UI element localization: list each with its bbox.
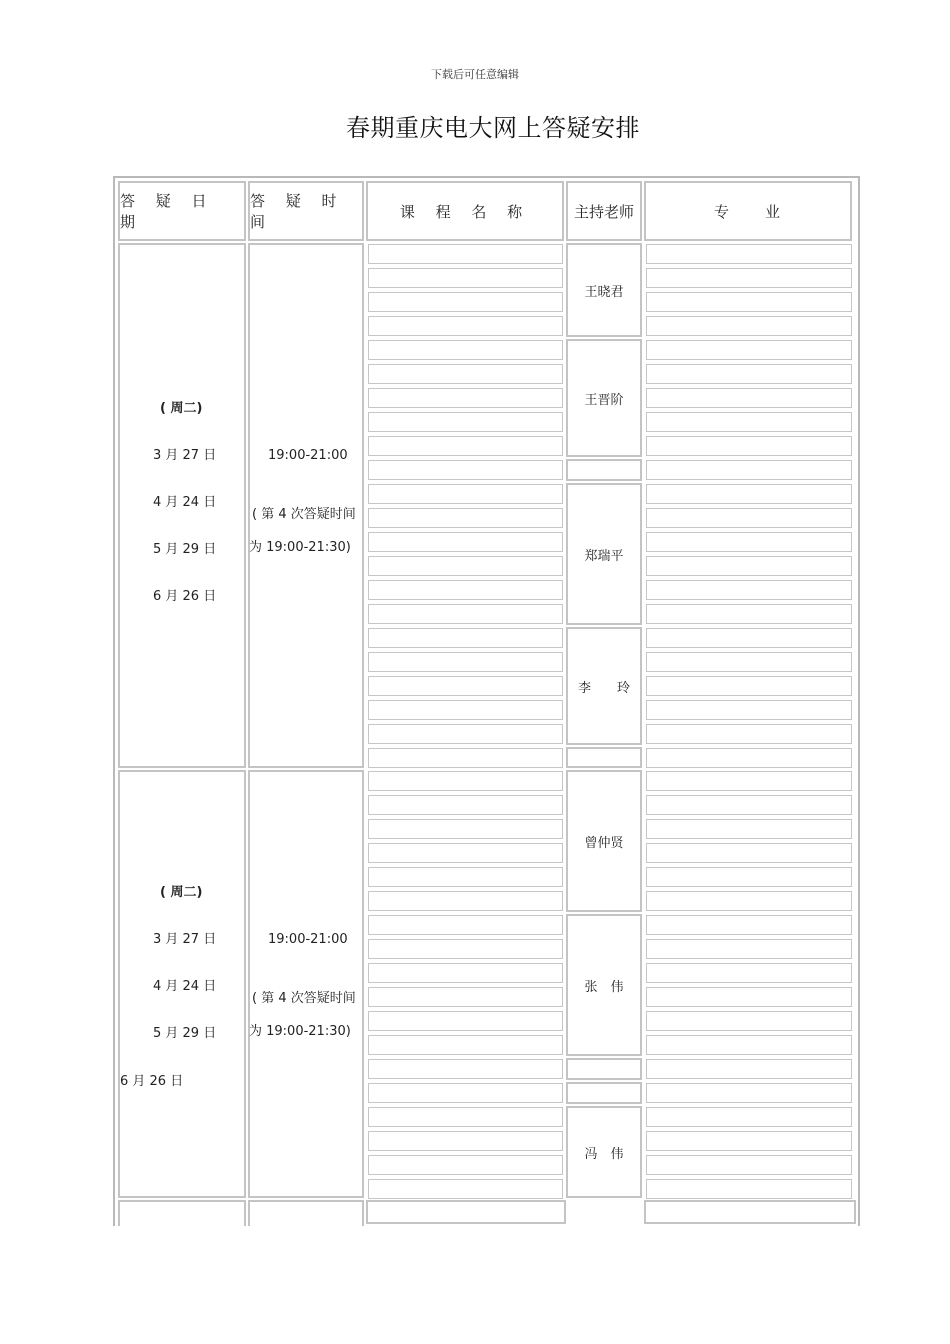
major-cell — [646, 939, 852, 959]
major-cell — [646, 604, 852, 624]
course-cell — [368, 652, 563, 672]
major-cell — [646, 891, 852, 911]
major-cell-next — [644, 1200, 856, 1224]
time-cell-group-2 — [248, 770, 364, 1198]
header-course: 课 程 名 称 — [366, 181, 564, 241]
course-cell — [368, 1107, 563, 1127]
major-cell — [646, 292, 852, 312]
major-cell — [646, 987, 852, 1007]
teacher-cell: 王晓君 — [566, 243, 642, 337]
time-note-line1: ( 第 4 次答疑时间 — [252, 507, 356, 522]
time-range: 19:00-21:00 — [268, 932, 348, 947]
course-cell — [368, 436, 563, 456]
teacher-cell: 郑瑞平 — [566, 483, 642, 625]
major-cell — [646, 1179, 852, 1199]
time-note-line2: 为 19:00-21:30) — [249, 540, 351, 555]
major-cell — [646, 819, 852, 839]
date-entry: 3 月 27 日 — [153, 448, 217, 463]
course-cell — [368, 939, 563, 959]
major-cell — [646, 364, 852, 384]
course-cell — [368, 388, 563, 408]
course-cell-next — [366, 1200, 566, 1224]
course-cell — [368, 628, 563, 648]
course-cell — [368, 867, 563, 887]
date-entry: 6 月 26 日 — [120, 1074, 184, 1089]
course-cell — [368, 987, 563, 1007]
course-cell — [368, 771, 563, 791]
course-cell — [368, 700, 563, 720]
major-cell — [646, 1035, 852, 1055]
major-cell — [646, 1059, 852, 1079]
course-cell — [368, 556, 563, 576]
teacher-cell-empty — [566, 459, 642, 481]
course-cell — [368, 1011, 563, 1031]
course-cell — [368, 316, 563, 336]
teacher-cell-empty — [566, 1058, 642, 1080]
date-entry: 3 月 27 日 — [153, 932, 217, 947]
course-cell — [368, 1083, 563, 1103]
major-cell — [646, 652, 852, 672]
teacher-cell: 王晋阶 — [566, 339, 642, 457]
major-cell — [646, 388, 852, 408]
course-cell — [368, 364, 563, 384]
major-cell — [646, 436, 852, 456]
course-cell — [368, 268, 563, 288]
course-cell — [368, 891, 563, 911]
time-note-line1: ( 第 4 次答疑时间 — [252, 991, 356, 1006]
date-entry: 4 月 24 日 — [153, 495, 217, 510]
course-cell — [368, 460, 563, 480]
time-note-line2: 为 19:00-21:30) — [249, 1024, 351, 1039]
course-cell — [368, 532, 563, 552]
course-cell — [368, 412, 563, 432]
weekday-label: ( 周二) — [160, 885, 203, 900]
header-time: 答 疑 时 间 — [248, 181, 364, 241]
course-cell — [368, 580, 563, 600]
major-cell — [646, 484, 852, 504]
major-cell — [646, 244, 852, 264]
course-cell — [368, 508, 563, 528]
teacher-cell: 曾仲贤 — [566, 770, 642, 912]
date-entry: 4 月 24 日 — [153, 979, 217, 994]
major-cell — [646, 412, 852, 432]
course-cell — [368, 724, 563, 744]
major-cell — [646, 1131, 852, 1151]
course-cell — [368, 1179, 563, 1199]
major-cell — [646, 700, 852, 720]
course-cell — [368, 1131, 563, 1151]
date-entry: 5 月 29 日 — [153, 542, 217, 557]
major-cell — [646, 580, 852, 600]
major-cell — [646, 316, 852, 336]
download-note: 下载后可任意编辑 — [431, 68, 519, 81]
teacher-cell-empty — [566, 747, 642, 768]
major-cell — [646, 843, 852, 863]
course-cell — [368, 795, 563, 815]
course-cell — [368, 1059, 563, 1079]
course-cell — [368, 604, 563, 624]
course-cell — [368, 748, 563, 768]
course-cell — [368, 676, 563, 696]
major-cell — [646, 556, 852, 576]
major-cell — [646, 1155, 852, 1175]
teacher-cell-empty — [566, 1082, 642, 1104]
date-entry: 6 月 26 日 — [153, 589, 217, 604]
course-cell — [368, 1155, 563, 1175]
major-cell — [646, 340, 852, 360]
date-entry: 5 月 29 日 — [153, 1026, 217, 1041]
teacher-cell: 张 伟 — [566, 914, 642, 1056]
header-major: 专 业 — [644, 181, 852, 241]
course-cell — [368, 819, 563, 839]
major-cell — [646, 963, 852, 983]
date-cell-next — [118, 1200, 246, 1226]
course-cell — [368, 244, 563, 264]
major-cell — [646, 460, 852, 480]
weekday-label: ( 周二) — [160, 401, 203, 416]
header-teacher: 主持老师 — [566, 181, 642, 241]
major-cell — [646, 268, 852, 288]
major-cell — [646, 771, 852, 791]
course-cell — [368, 340, 563, 360]
course-cell — [368, 915, 563, 935]
teacher-cell: 冯 伟 — [566, 1106, 642, 1198]
teacher-cell: 李 玲 — [566, 627, 642, 745]
major-cell — [646, 1107, 852, 1127]
time-range: 19:00-21:00 — [268, 448, 348, 463]
major-cell — [646, 508, 852, 528]
course-cell — [368, 484, 563, 504]
major-cell — [646, 676, 852, 696]
course-cell — [368, 843, 563, 863]
course-cell — [368, 292, 563, 312]
major-cell — [646, 1083, 852, 1103]
header-date: 答 疑 日 期 — [118, 181, 246, 241]
course-cell — [368, 1035, 563, 1055]
major-cell — [646, 915, 852, 935]
page-title: 春期重庆电大网上答疑安排 — [346, 114, 640, 142]
major-cell — [646, 532, 852, 552]
major-cell — [646, 628, 852, 648]
course-cell — [368, 963, 563, 983]
major-cell — [646, 1011, 852, 1031]
time-cell-next — [248, 1200, 364, 1226]
major-cell — [646, 795, 852, 815]
major-cell — [646, 724, 852, 744]
major-cell — [646, 748, 852, 768]
major-cell — [646, 867, 852, 887]
